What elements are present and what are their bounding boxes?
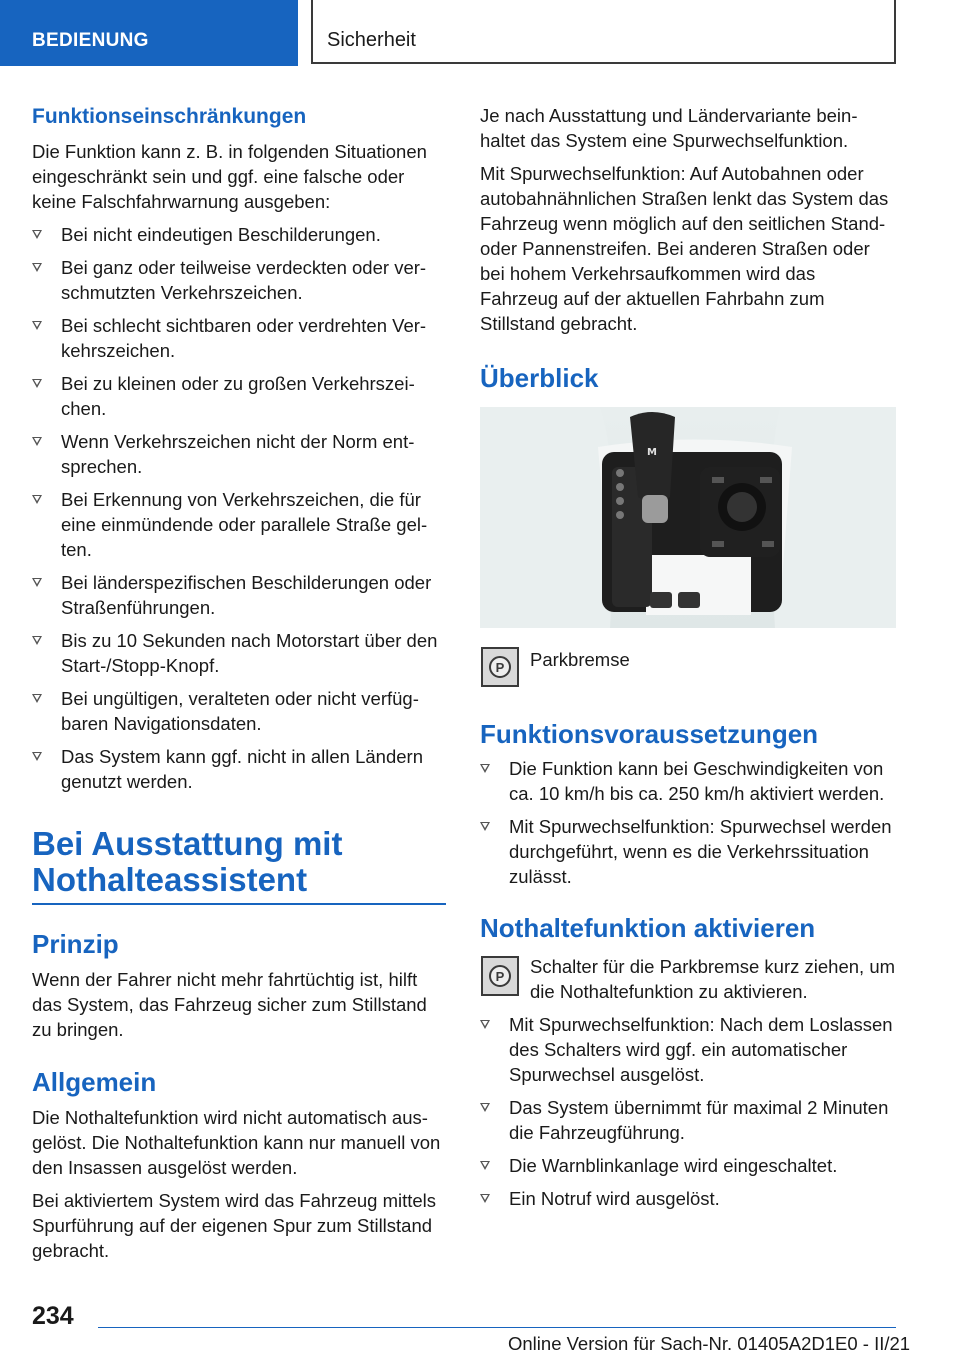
page-number: 234 — [32, 1302, 74, 1330]
triangle-bullet-icon — [32, 636, 42, 645]
nothalteassistent-heading: Bei Ausstattung mit Nothalteassistent — [32, 825, 343, 898]
triangle-bullet-icon — [32, 694, 42, 703]
spurwechsel-text: Mit Spurwechselfunktion: Auf Autobahnen oder autobahnähnlichen Straßen lenkt das System das Fahrzeug wenn möglich auf den seitlichen Stand- oder Pannenstreifen. Bei anderen Straßen oder bei hohem Verkehrsaufkommen wird das Fahrzeug auf der aktuellen Fahrbahn zum Stillstand gebracht. — [480, 163, 889, 334]
list-item: Ein Notruf wird ausgelöst. — [480, 1186, 896, 1211]
funktionsvoraussetzungen-heading: Funktionsvoraussetzungen — [480, 719, 819, 749]
chapter-box — [311, 0, 896, 64]
list-item: Bei ganz oder teilweise verdeckten oder verschmutzten Verkehrszeichen. — [32, 255, 446, 305]
chapter-label: Sicherheit — [327, 29, 416, 51]
parking-brake-switch-icon: P — [481, 956, 519, 996]
ueberblick-heading: Überblick — [480, 363, 599, 393]
center-console-photo — [480, 407, 896, 628]
center-console-image — [480, 407, 896, 628]
list-item: Mit Spurwechselfunktion: Nach dem Loslassen des Schalters wird ggf. ein automatischer Spurwechsel ausgelöst. — [480, 1012, 896, 1087]
list-item: Bei länderspezifischen Beschilderungen oder Straßenführungen. — [32, 570, 446, 620]
nothaltefunktion-list — [480, 1012, 896, 1211]
allgemein-text-2: Bei aktiviertem System wird das Fahrzeug mittels Spurführung auf der eigenen Spur zum Stillstand gebracht. — [32, 1190, 437, 1261]
list-item: Bei ungültigen, veralteten oder nicht verfügbaren Navigationsdaten. — [32, 686, 446, 736]
list-item: Die Warnblinkanlage wird eingeschaltet. — [480, 1153, 896, 1178]
triangle-bullet-icon — [480, 1161, 490, 1170]
svg-text:M: M — [647, 447, 657, 458]
allgemein-text-1: Die Nothaltefunktion wird nicht automatisch ausgelöst. Die Nothaltefunktion kann nur manuell von den Insassen ausgelöst werden. — [32, 1107, 441, 1178]
list-item: Bei schlecht sichtbaren oder verdrehten Verkehrszeichen. — [32, 313, 446, 363]
triangle-bullet-icon — [480, 1020, 490, 1029]
parkbremse-label: Parkbremse — [530, 649, 630, 670]
list-item: Bei zu kleinen oder zu großen Verkehrszeichen. — [32, 371, 446, 421]
list-item: Bei Erkennung von Verkehrszeichen, die für eine einmündende oder parallele Straße gelten. — [32, 487, 446, 562]
triangle-bullet-icon — [32, 437, 42, 446]
section-label: BEDIENUNG — [32, 30, 149, 51]
list-item: Das System übernimmt für maximal 2 Minuten die Fahrzeugführung. — [480, 1095, 896, 1145]
funktionsvoraussetzungen-list — [480, 756, 896, 889]
triangle-bullet-icon — [32, 230, 42, 239]
funktionseinschraenkungen-intro: Die Funktion kann z. B. in folgenden Situationen eingeschränkt sein und ggf. eine falsche oder keine Falschfahrwarnung ausgeben: — [32, 141, 427, 212]
list-item: Bis zu 10 Sekunden nach Motorstart über den Start-/Stopp-Knopf. — [32, 628, 446, 678]
online-version-note: Online Version für Sach-Nr. 01405A2D1E0 - II/21 — [508, 1333, 911, 1354]
triangle-bullet-icon — [32, 752, 42, 761]
nothaltefunktion-aktivieren-heading: Nothaltefunktion aktivieren — [480, 913, 816, 943]
allgemein-heading: Allgemein — [32, 1067, 157, 1097]
list-item: Wenn Verkehrszeichen nicht der Norm entsprechen. — [32, 429, 446, 479]
list-item: Bei nicht eindeutigen Beschilderungen. — [32, 222, 446, 247]
triangle-bullet-icon — [32, 578, 42, 587]
triangle-bullet-icon — [480, 1103, 490, 1112]
triangle-bullet-icon — [32, 379, 42, 388]
list-item: Das System kann ggf. nicht in allen Ländern genutzt werden. — [32, 744, 446, 794]
funktionseinschraenkungen-list — [32, 222, 446, 794]
prinzip-text: Wenn der Fahrer nicht mehr fahrtüchtig ist, hilft das System, das Fahrzeug sicher zum Stillstand zu bringen. — [32, 969, 427, 1040]
triangle-bullet-icon — [480, 822, 490, 831]
parking-brake-icon: P — [481, 647, 519, 687]
triangle-bullet-icon — [32, 321, 42, 330]
triangle-bullet-icon — [32, 495, 42, 504]
aktivieren-text: Schalter für die Parkbremse kurz ziehen, um die Nothaltefunktion zu aktivieren. — [530, 956, 896, 1002]
spurwechsel-intro: Je nach Ausstattung und Ländervariante beinhaltet das System eine Spurwechselfunktion. — [480, 105, 858, 151]
triangle-bullet-icon — [480, 1194, 490, 1203]
footer-rule — [98, 1327, 896, 1328]
triangle-bullet-icon — [480, 764, 490, 773]
page-header — [0, 0, 960, 66]
prinzip-heading: Prinzip — [32, 929, 119, 959]
list-item: Die Funktion kann bei Geschwindigkeiten von ca. 10 km/h bis ca. 250 km/h aktiviert werden. — [480, 756, 896, 806]
heading-rule — [32, 903, 446, 905]
list-item: Mit Spurwechselfunktion: Spurwechsel werden durchgeführt, wenn es die Verkehrssituation zulässt. — [480, 814, 896, 889]
section-tab — [0, 0, 298, 66]
triangle-bullet-icon — [32, 263, 42, 272]
funktionseinschraenkungen-heading: Funktionseinschränkungen — [32, 105, 307, 128]
